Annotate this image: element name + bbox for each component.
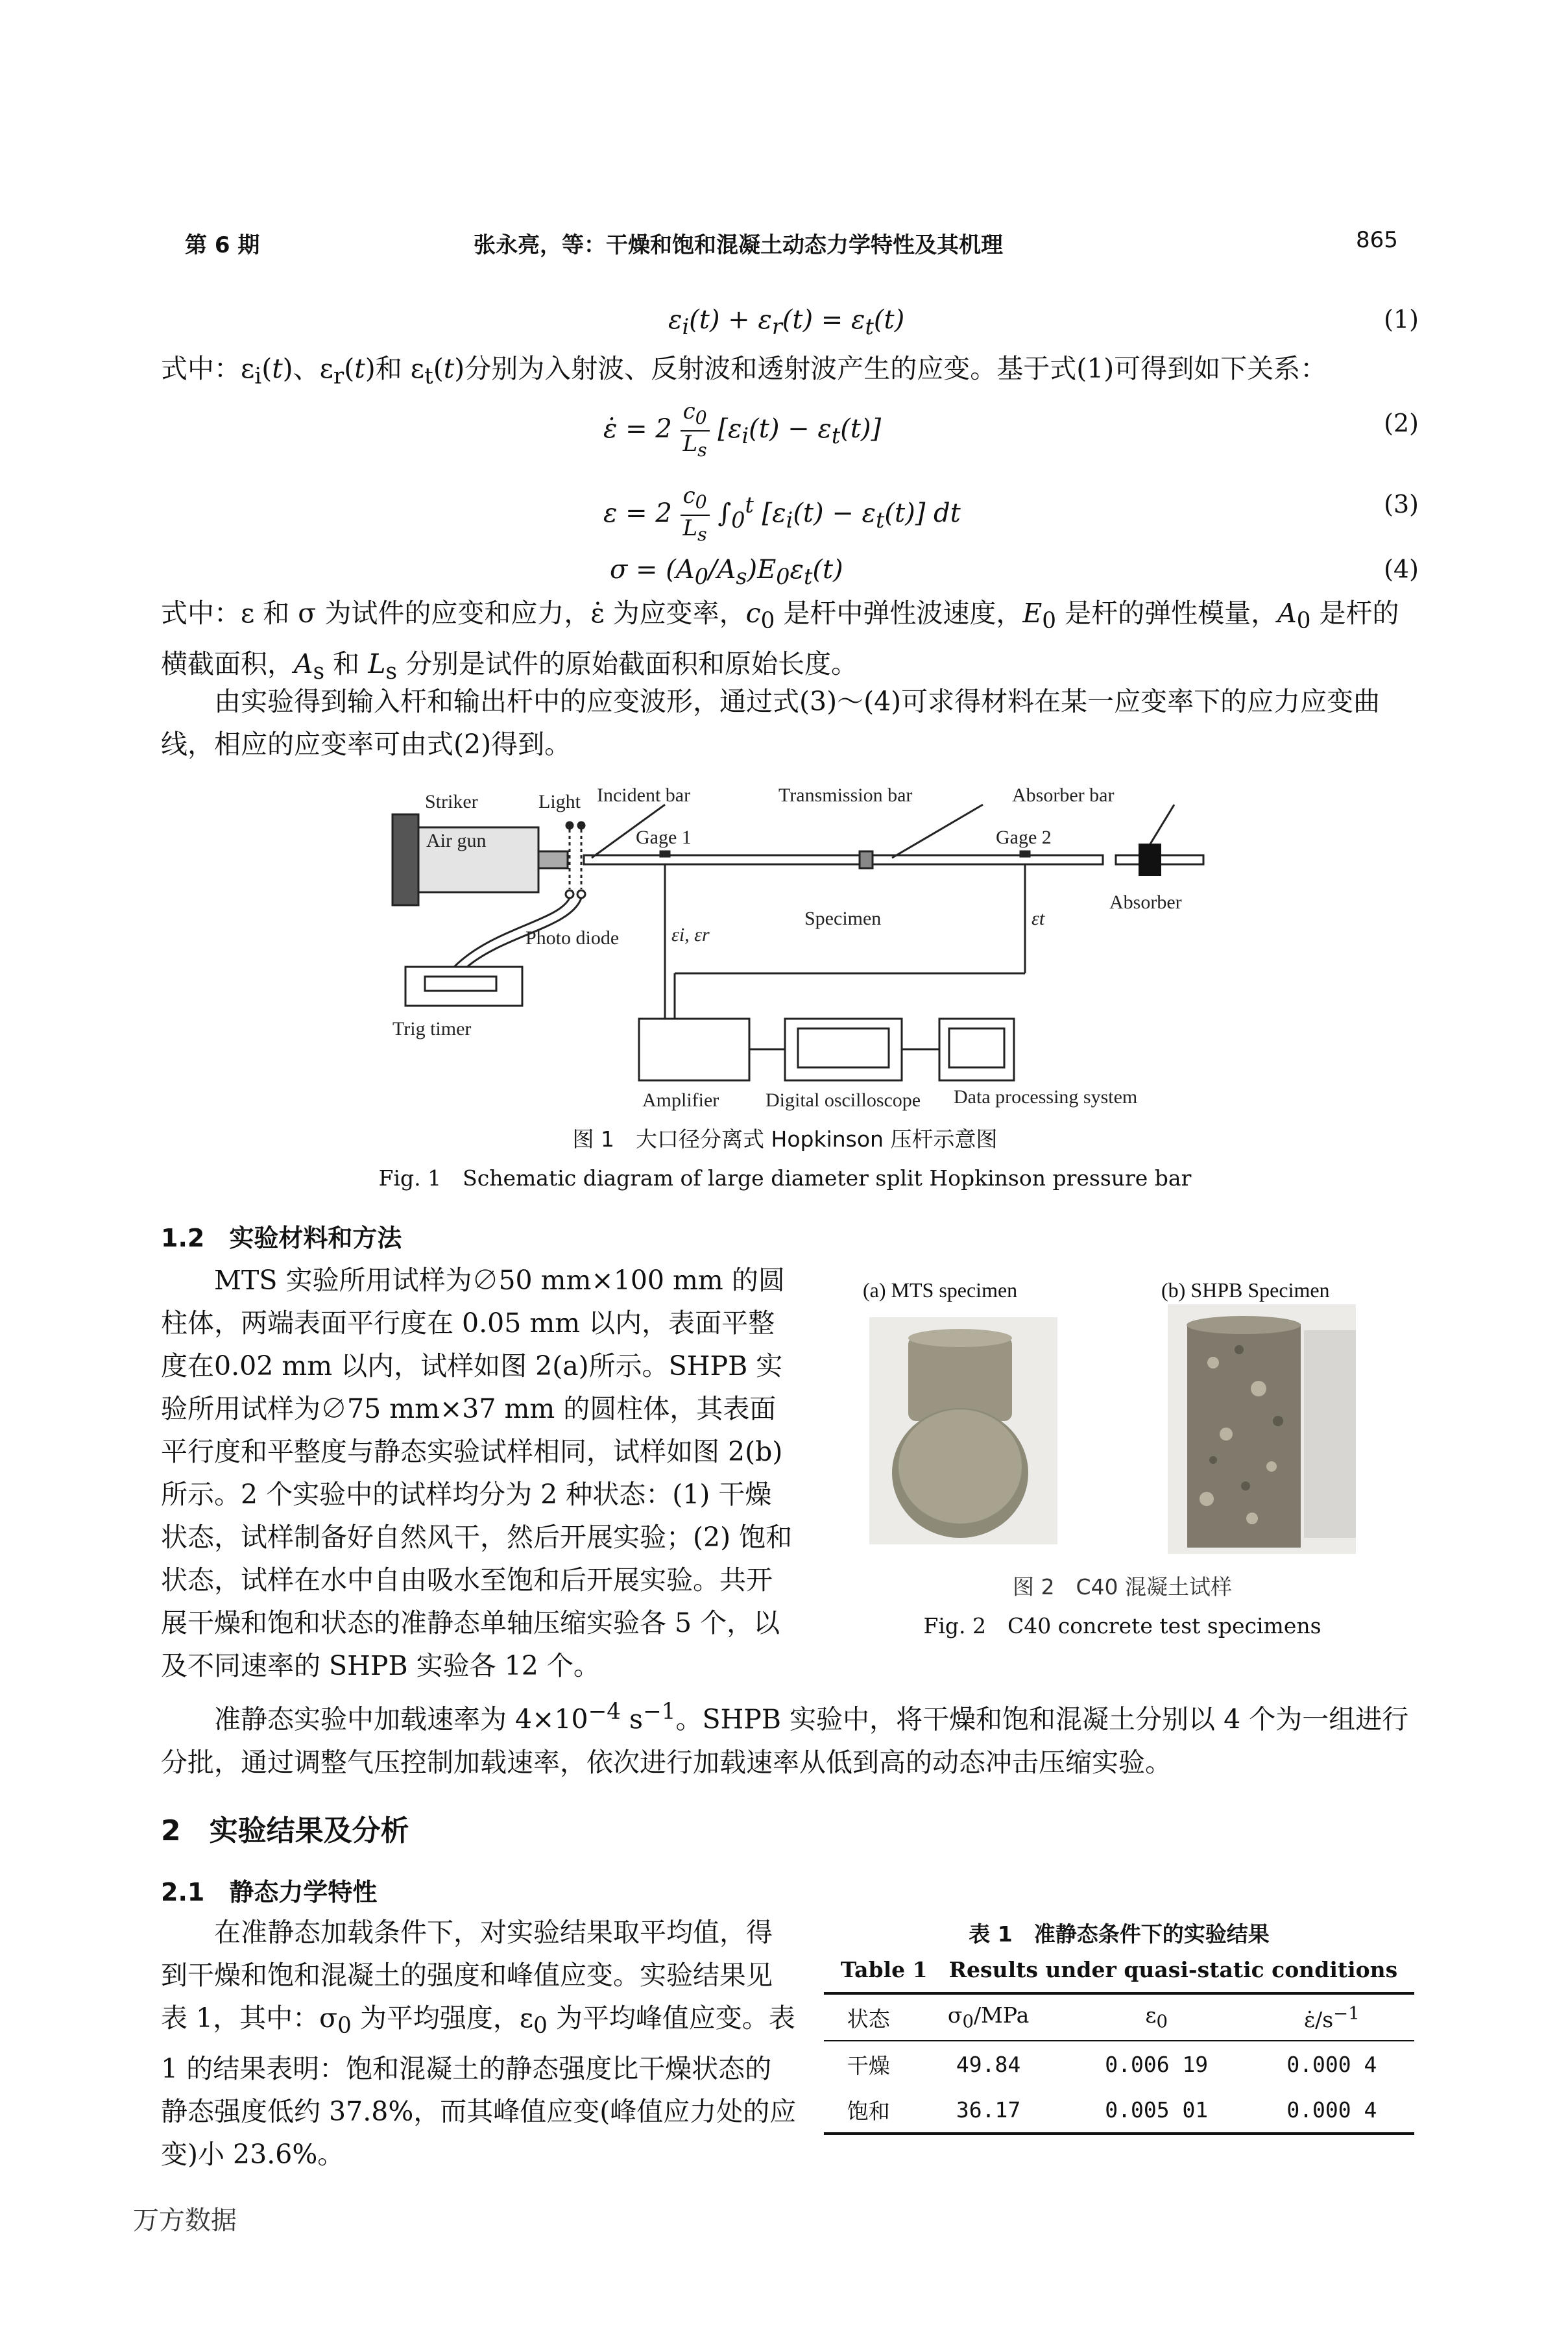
- label-air-gun: Air gun: [426, 830, 487, 851]
- label-specimen: Specimen: [804, 908, 882, 929]
- cell-strain-rate: 0.000 4: [1286, 2097, 1377, 2123]
- equation-3-number: (3): [1384, 490, 1419, 518]
- label-data-processing: Data processing system: [954, 1086, 1138, 1108]
- paragraph-1: 式中：$\varepsilon_i(t)$、$\varepsilon_r(t)$和 $\varepsilon_t(t)$分别为入射波、反射波和透射波产生的应变。基于式(1)可得到如下关系：: [161, 353, 1327, 390]
- header-sigma0: $\sigma_0$/MPa: [947, 2002, 1030, 2032]
- cell-strain-rate: 0.000 4: [1286, 2051, 1377, 2077]
- equation-1: $\varepsilon_i(t) + \varepsilon_r(t) = \varepsilon_t(t)$: [668, 305, 905, 339]
- light-source-1: [566, 822, 573, 829]
- watermark: 万方数据: [133, 2206, 237, 2235]
- label-transmission-bar: Transmission bar: [778, 785, 913, 806]
- cell-state: 饱和: [847, 2098, 890, 2124]
- equation-3: ε = 2 $\frac{c_0}{L_s}$ $\int_0^t$ $[\varepsilon_i(t) - \varepsilon_t(t)]$ dt: [603, 483, 961, 545]
- striker-bar: [538, 851, 568, 868]
- header-strain-rate: $\varepsiloṅ/s^{-1}$: [1304, 2002, 1360, 2032]
- page-number: 865: [1356, 227, 1398, 253]
- results-table: [824, 1992, 1414, 2135]
- fig2-label-b: (b) SHPB Specimen: [1161, 1278, 1330, 1302]
- label-gage-2: Gage 2: [996, 827, 1052, 848]
- issue-number: 第 6 期: [185, 232, 260, 258]
- cell-sigma0: 49.84: [956, 2051, 1021, 2077]
- cell-state: 干燥: [847, 2052, 890, 2078]
- paragraph-3: 由实验得到输入杆和输出杆中的应变波形，通过式(3)～(4)可求得材料在某一应变率下的应力应变曲线，相应的应变率可由式(2)得到。: [161, 686, 1381, 760]
- table-header-row: [824, 1993, 1414, 2041]
- paragraph-4: MTS 实验所用试样为∅50 mm×100 mm 的圆柱体，两端表面平行度在 0.05 mm 以内，表面平整度在0.02 mm 以内，试样如图 2(a)所示。SHPB 实验所用试样为∅75 mm×37 mm 的圆柱体，其表面平行度和平整度与静态实验试样相同，试样如图 2(b)所示。2 个实验中的试样均分为 2 种状态：(1) 干燥状态，试样制备好自然风干，然后开展实验；(2) 饱和状态，试样在水中自由吸水至饱和后开展实验。共开展干燥和饱和状态的准静态单轴压缩实验各 5 个，以及不同速率的 SHPB 实验各 12 个。: [161, 1265, 793, 1681]
- label-light: Light: [538, 791, 581, 812]
- fig1-caption-en: Fig. 1 Schematic diagram of large diameter split Hopkinson pressure bar: [378, 1165, 1192, 1191]
- header-state: 状态: [847, 2006, 890, 2032]
- label-striker: Striker: [425, 791, 478, 812]
- cell-eps0: 0.006 19: [1105, 2051, 1209, 2077]
- equation-4-number: (4): [1384, 555, 1419, 583]
- label-absorber-bar: Absorber bar: [1012, 785, 1115, 806]
- fig2-caption-en: Fig. 2 C40 concrete test specimens: [923, 1613, 1321, 1638]
- paragraph-5: 准静态实验中加载速率为 $4\times 10^{-4}$ $s^{-1}$。SHPB 实验中，将干燥和饱和混凝土分别以 4 个为一组进行分批，通过调整气压控制加载速率，依次进行加载速率从低到高的动态冲击压缩实验。: [161, 1699, 1409, 1778]
- photo-diode-1: [566, 890, 573, 898]
- cell-sigma0: 36.17: [956, 2097, 1021, 2123]
- amplifier-box: [639, 1019, 749, 1080]
- fig2-caption-zh: 图 2 C40 混凝土试样: [1012, 1574, 1232, 1600]
- fig1-caption-zh: 图 1 大口径分离式 Hopkinson 压杆示意图: [572, 1126, 998, 1152]
- label-eps-t: εt: [1031, 908, 1045, 929]
- label-digital-oscilloscope: Digital oscilloscope: [766, 1089, 921, 1111]
- label-amplifier: Amplifier: [642, 1089, 719, 1111]
- equation-2-number: (2): [1384, 409, 1419, 437]
- label-gage-1: Gage 1: [636, 827, 692, 848]
- equation-4: $\sigma = (A_0/A_s)E_0\varepsilon_t(t)$: [610, 555, 843, 589]
- equation-2: ε̇ = 2 $\frac{c_0}{L_s}$ $[\varepsilon_i(t) - \varepsilon_t(t)]$: [603, 398, 882, 461]
- equation-1-number: (1): [1384, 305, 1419, 334]
- specimen-block: [860, 851, 873, 868]
- shpb-specimen-photo: [1168, 1304, 1356, 1554]
- label-incident-bar: Incident bar: [597, 785, 691, 806]
- photo-diode-2: [577, 890, 585, 898]
- section-2-1-heading: 2.1 静态力学特性: [161, 1878, 378, 1906]
- transmission-bar: [873, 855, 1103, 864]
- light-source-2: [578, 822, 585, 829]
- header-eps0: $\varepsilon_0$: [1145, 2002, 1168, 2032]
- label-trig-timer: Trig timer: [392, 1018, 472, 1040]
- fig2-label-a: (a) MTS specimen: [863, 1278, 1018, 1302]
- label-eps-ir: εi, εr: [671, 924, 710, 945]
- label-absorber: Absorber: [1109, 892, 1182, 913]
- cell-eps0: 0.005 01: [1105, 2097, 1209, 2123]
- section-1-2-heading: 1.2 实验材料和方法: [161, 1224, 402, 1252]
- table1-caption-en: Table 1 Results under quasi-static conditions: [840, 1957, 1398, 1982]
- table-row: [824, 2041, 1414, 2087]
- hopkinson-bar-schematic: [363, 779, 1207, 1116]
- running-title: 张永亮，等：干燥和饱和混凝土动态力学特性及其机理: [474, 232, 1003, 258]
- paragraph-6: 在准静态加载条件下，对实验结果取平均值，得到干燥和饱和混凝土的强度和峰值应变。实验结果见表 1，其中：$\sigma_0$ 为平均强度，$\varepsilon_0$ 为平均峰值应变。表 1 的结果表明：饱和混凝土的静态强度比干燥状态的静态强度低约 37.8%，而其峰值应变(峰值应力处的应变)小 23.6%。: [161, 1917, 797, 2171]
- absorber-block: [1139, 844, 1161, 876]
- paragraph-2: 式中：ε 和 σ 为试件的应变和应力，ε̇ 为应变率，$c_0$ 是杆中弹性波速度，$E_0$ 是杆的弹性模量，$A_0$ 是杆的横截面积，$A_s$ 和 $L_s$ 分别是试件的原始截面积和原始长度。: [161, 598, 1399, 685]
- table-row: [824, 2087, 1414, 2134]
- incident-bar: [584, 855, 860, 864]
- label-photo-diode: Photo diode: [525, 927, 620, 949]
- section-2-heading: 2 实验结果及分析: [161, 1814, 409, 1847]
- table1-caption-zh: 表 1 准静态条件下的实验结果: [969, 1921, 1270, 1947]
- air-gun-flange: [392, 814, 418, 905]
- mts-specimen-photo: [869, 1317, 1057, 1544]
